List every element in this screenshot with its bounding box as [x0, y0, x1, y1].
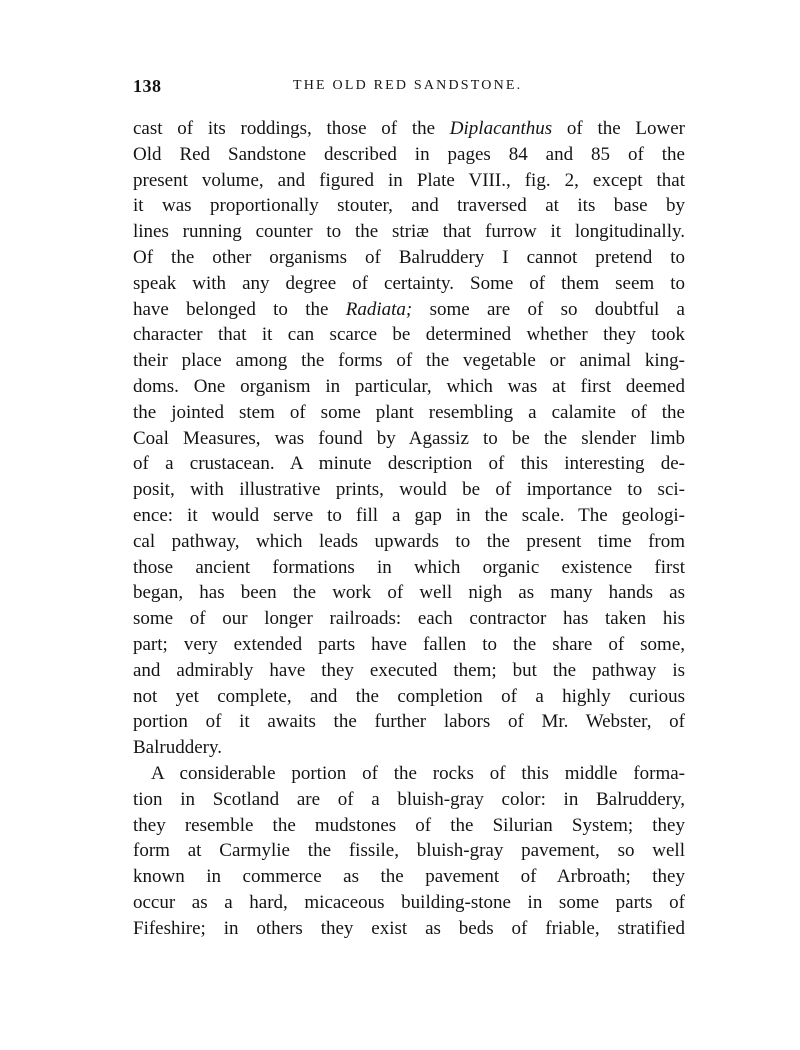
text-line: portion of it awaits the further labors of Mr. Webster, of: [133, 711, 685, 733]
text-line: not yet complete, and the completion of a highly curious: [133, 685, 685, 707]
text-line: Old Red Sandstone described in pages 84 and 85 of the: [133, 143, 685, 165]
text-line: they resemble the mudstones of the Silurian System; they: [133, 814, 685, 836]
text-line: known in commerce as the pavement of Arbroath; they: [133, 866, 685, 888]
text-line: part; very extended parts have fallen to the share of some,: [133, 633, 685, 655]
text-line: tion in Scotland are of a bluish-gray color: in Balruddery,: [133, 788, 685, 810]
paragraph: [133, 761, 685, 942]
text-line: began, has been the work of well nigh as many hands as: [133, 582, 685, 604]
text-line: lines running counter to the striæ that furrow it longitudinally.: [133, 221, 685, 243]
text-line: Fifeshire; in others they exist as beds of friable, stratified: [133, 917, 685, 939]
text-line: Coal Measures, was found by Agassiz to be the slender limb: [133, 427, 685, 449]
text-line: their place among the forms of the vegetable or animal king-: [133, 350, 685, 372]
text-line: ence: it would serve to fill a gap in the scale. The geologi-: [133, 504, 685, 526]
text-line: of a crustacean. A minute description of this interesting de-: [133, 453, 685, 475]
text-line: present volume, and figured in Plate VIII., fig. 2, except that: [133, 169, 685, 191]
running-title: THE OLD RED SANDSTONE.: [293, 78, 523, 93]
text-line: posit, with illustrative prints, would be of importance to sci-: [133, 479, 685, 501]
text-line: some of our longer railroads: each contractor has taken his: [133, 608, 685, 630]
text-line: doms. One organism in particular, which was at first deemed: [133, 375, 685, 397]
text-line: character that it can scarce be determined whether they took: [133, 324, 685, 346]
paragraph: [133, 116, 685, 761]
text-line: speak with any degree of certainty. Some of them seem to: [133, 272, 685, 294]
text-line: form at Carmylie the fissile, bluish-gray pavement, so well: [133, 840, 685, 862]
text-line: have belonged to the Radiata; some are of so doubtful a: [133, 298, 685, 320]
text-line: Balruddery.: [133, 737, 222, 759]
text-line: A considerable portion of the rocks of this middle forma-: [151, 762, 685, 784]
text-line: cal pathway, which leads upwards to the present time from: [133, 530, 685, 552]
text-line: and admirably have they executed them; but the pathway is: [133, 659, 685, 681]
text-line: cast of its roddings, those of the Diplacanthus of the Lower: [133, 118, 685, 139]
text-line: it was proportionally stouter, and traversed at its base by: [133, 195, 685, 217]
text-line: the jointed stem of some plant resembling a calamite of the: [133, 401, 685, 423]
running-head: [133, 76, 685, 98]
text-line: those ancient formations in which organic existence first: [133, 556, 685, 578]
text-line: occur as a hard, micaceous building-stone in some parts of: [133, 891, 685, 913]
text-line: Of the other organisms of Balruddery I cannot pretend to: [133, 246, 685, 268]
page-number: 138: [133, 76, 162, 96]
body-text: [133, 116, 685, 942]
